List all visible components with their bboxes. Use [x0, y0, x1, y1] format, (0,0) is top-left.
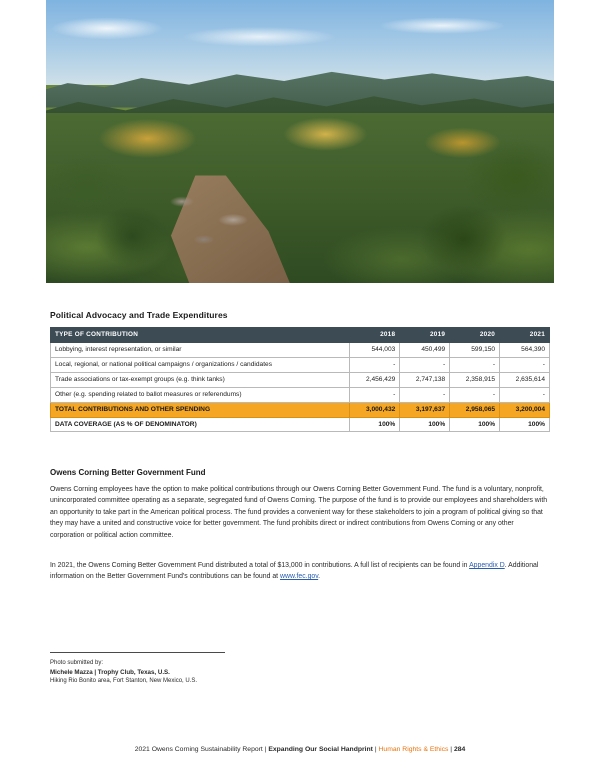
total-2018: 3,000,432 [350, 402, 400, 417]
cell-2020: - [450, 357, 500, 372]
table-coverage-row [51, 417, 550, 432]
table-total-row [51, 402, 550, 417]
cell-2019: - [400, 387, 450, 402]
fund-paragraph-1: Owens Corning employees have the option to make political contributions through our Owens Corning Better Government Fund. The fund is a voluntary, nonprofit, unincorporated committee operating as a separate, segregated fund of Owens Corning. The purpose of the fund is to provide our employees and shareholders with an opportunity to take part in the American political process. The fund provides a convenient way for these stakeholders to join a program of political giving so that they may have a united and constructive voice for better government. The fund prohibits direct or indirect contributions from Owens Corning or any other corporation or political action committee. [50, 486, 548, 539]
political-advocacy-title: Political Advocacy and Trade Expenditures [50, 310, 228, 320]
total-2020: 2,958,065 [450, 402, 500, 417]
cell-2020: 599,150 [450, 342, 500, 357]
table-body [51, 342, 550, 432]
photo-credit-location: Hiking Rio Bonito area, Fort Stanton, New Mexico, U.S. [50, 678, 198, 685]
hiking-trail-landscape-photo [46, 0, 554, 283]
coverage-2020: 100% [450, 417, 500, 432]
cell-2021: - [500, 357, 550, 372]
table-head [51, 328, 550, 343]
footer-page-number: 284 [453, 746, 466, 753]
cell-2021: 564,390 [500, 342, 550, 357]
cell-2019: - [400, 357, 450, 372]
row-label: Local, regional, or national political campaigns / organizations / candidates [51, 357, 350, 372]
fund-paragraph-2-text-1: In 2021, the Owens Corning Better Government Fund distributed a total of $13,000 in contributions. A full list of recipients can be found in [50, 562, 470, 569]
cell-2019: 450,499 [400, 342, 450, 357]
header-type-of-contribution: TYPE OF CONTRIBUTION [51, 328, 350, 343]
footer-section-name: Expanding Our Social Handprint [268, 746, 373, 753]
cell-2020: - [450, 387, 500, 402]
cell-2018: 544,003 [350, 342, 400, 357]
table-row [51, 357, 550, 372]
cell-2018: - [350, 387, 400, 402]
row-label: Lobbying, interest representation, or similar [51, 342, 350, 357]
photo-credit-name: Michele Mazza | Trophy Club, Texas, U.S. [50, 669, 170, 676]
footer-separator-2: | [448, 746, 454, 753]
page-footer [0, 746, 600, 753]
fund-paragraph-2-text-3: . [318, 573, 321, 581]
political-contributions-table-wrapper [50, 327, 550, 432]
photo-right-shrub [412, 108, 554, 283]
footer-report-name: 2021 Owens Corning Sustainability Report | [134, 746, 269, 753]
table-row [51, 372, 550, 387]
table-row [51, 387, 550, 402]
total-2019: 3,197,637 [400, 402, 450, 417]
photo-left-shrub [46, 127, 178, 283]
header-2019: 2019 [400, 328, 450, 343]
header-2020: 2020 [450, 328, 500, 343]
cell-2021: 2,635,614 [500, 372, 550, 387]
footer-separator-1: | [372, 746, 379, 753]
cell-2021: - [500, 387, 550, 402]
footer-chapter-name: Human Rights & Ethics [378, 746, 449, 753]
cell-2018: - [350, 357, 400, 372]
photo-credit [50, 659, 197, 686]
cell-2018: 2,456,429 [350, 372, 400, 387]
fund-paragraph-1-block [50, 484, 550, 548]
table-header-row [51, 328, 550, 343]
appendix-d-link[interactable]: Appendix D [469, 562, 505, 569]
political-contributions-table [50, 327, 550, 432]
fund-paragraph-2-block [50, 560, 550, 590]
coverage-2018: 100% [350, 417, 400, 432]
table-row [51, 342, 550, 357]
total-label: TOTAL CONTRIBUTIONS AND OTHER SPENDING [51, 402, 350, 417]
photo-credit-intro: Photo submitted by: [50, 660, 104, 666]
cell-2020: 2,358,915 [450, 372, 500, 387]
coverage-2021: 100% [500, 417, 550, 432]
coverage-2019: 100% [400, 417, 450, 432]
photo-clouds [46, 6, 554, 63]
better-government-fund-title: Owens Corning Better Government Fund [50, 468, 206, 477]
fund-paragraph-2 [50, 560, 550, 583]
row-label: Trade associations or tax-exempt groups (e.g. think tanks) [51, 372, 350, 387]
coverage-label: DATA COVERAGE (AS % OF DENOMINATOR) [51, 417, 350, 432]
credit-divider [50, 652, 225, 653]
fec-gov-link[interactable]: www.fec.gov [280, 573, 319, 581]
fund-paragraph-2-text-2: . Additional information on the Better Government Fund's contributions can be found at [50, 562, 539, 581]
cell-2019: 2,747,138 [400, 372, 450, 387]
header-2021: 2021 [500, 328, 550, 343]
row-label: Other (e.g. spending related to ballot measures or referendums) [51, 387, 350, 402]
header-2018: 2018 [350, 328, 400, 343]
total-2021: 3,200,004 [500, 402, 550, 417]
